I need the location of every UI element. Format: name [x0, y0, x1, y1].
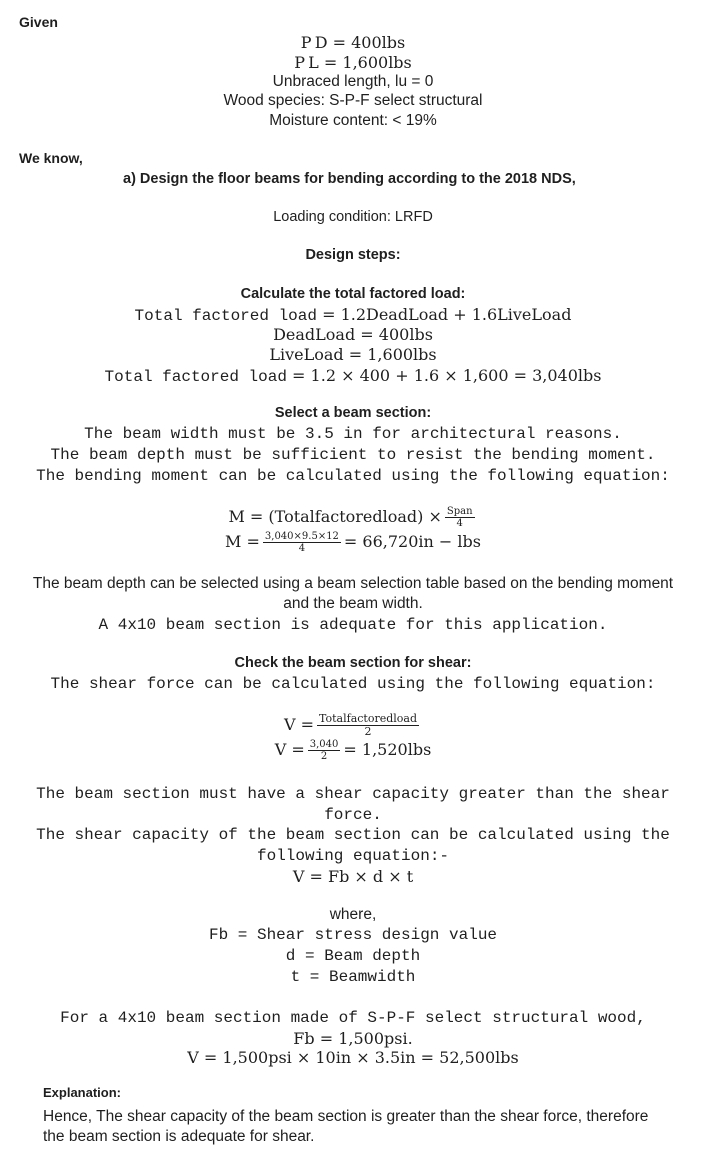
moment-eq-fraction [445, 506, 475, 529]
beam-width-text: The beam width must be 3.5 in for architectural reasons. [84, 425, 622, 443]
factored-eq1 [0, 305, 706, 325]
shear-capacity-line-2: force. [324, 806, 382, 824]
moment-equation [0, 506, 706, 529]
given-pl: P L = 1,600lbs [294, 53, 412, 72]
shear-value-denominator: 2 [320, 751, 328, 762]
factored-eq2-expr: = 1.2 × 400 + 1.6 × 1,600 = 3,040lbs [286, 366, 602, 385]
beam-depth-text: The beam depth must be sufficient to resist the bending moment. [50, 446, 656, 464]
given-pd: P D = 400lbs [300, 33, 406, 52]
shear-heading: Check the beam section for shear: [234, 655, 472, 671]
live-load: LiveLoad = 1,600lbs [269, 345, 437, 364]
shear-value-right: = 1,520lbs [343, 740, 432, 759]
given-heading: Given [19, 14, 58, 30]
bending-moment-text: The bending moment can be calculated using the following equation: [36, 467, 670, 485]
beam-adequate-text: A 4x10 beam section is adequate for this application. [98, 616, 608, 634]
for-beam-line: For a 4x10 beam section made of S-P-F select structural wood, [60, 1009, 646, 1027]
design-steps-heading: Design steps: [305, 247, 401, 263]
moment-value-numerator: 3,040×9.5×12 [264, 531, 339, 542]
beam-section-heading: Select a beam section: [274, 405, 432, 421]
explanation-line-1: Hence, The shear capacity of the beam section is greater than the shear force, therefore [43, 1108, 649, 1125]
explanation-heading: Explanation: [43, 1085, 122, 1100]
moment-eq-denominator: 4 [456, 518, 463, 529]
shear-eq-denominator: 2 [364, 725, 372, 739]
factored-eq2 [0, 366, 706, 386]
beam-depth-selection-2: and the beam width. [283, 595, 423, 612]
moment-value-fraction [263, 531, 341, 554]
shear-capacity-result: V = 1,500psi × 10in × 3.5in = 52,500lbs [187, 1048, 519, 1067]
moment-value-left: M = [225, 532, 260, 551]
fb-value: Fb = 1,500psi. [293, 1029, 413, 1048]
moment-value-denominator: 4 [298, 543, 306, 554]
shear-intro: The shear force can be calculated using the following equation: [50, 675, 656, 693]
d-definition: d = Beam depth [285, 947, 421, 965]
given-moisture: Moisture content: < 19% [269, 112, 437, 129]
shear-eq-fraction [317, 713, 419, 738]
t-definition: t = Beamwidth [290, 968, 416, 986]
explanation-line-2: the beam section is adequate for shear. [43, 1128, 315, 1145]
shear-value-left: V = [274, 740, 305, 759]
part-a-heading: a) Design the floor beams for bending according to the 2018 NDS, [123, 171, 576, 187]
factored-eq1-label: Total factored load [134, 307, 317, 325]
moment-value-right: = 66,720in − lbs [343, 532, 481, 551]
moment-eq-left: M = (Totalfactoredload) × [228, 507, 442, 526]
shear-value-equation [0, 739, 706, 762]
moment-eq-numerator: Span [446, 506, 473, 517]
shear-eq-left: V = [283, 715, 315, 735]
given-unbraced: Unbraced length, lu = 0 [272, 73, 434, 90]
loading-condition: Loading condition: LRFD [273, 209, 433, 225]
shear-value-fraction [308, 739, 341, 762]
beam-depth-selection-1: The beam depth can be selected using a beam selection table based on the bending moment [32, 575, 674, 592]
dead-load: DeadLoad = 400lbs [273, 325, 433, 344]
factored-load-heading: Calculate the total factored load: [240, 286, 466, 302]
shear-capacity-equation: V = Fb × d × t [292, 867, 414, 886]
shear-capacity-line-4: following equation:- [256, 847, 450, 865]
shear-capacity-line-1: The beam section must have a shear capacity greater than the shear [36, 785, 670, 803]
shear-eq-numerator: Totalfactoredload [319, 712, 418, 725]
fb-definition: Fb = Shear stress design value [208, 926, 498, 944]
factored-eq2-label: Total factored load [104, 368, 287, 386]
shear-equation [0, 713, 706, 738]
factored-eq1-expr: = 1.2DeadLoad + 1.6LiveLoad [316, 305, 572, 324]
shear-capacity-line-3: The shear capacity of the beam section can be calculated using the [36, 826, 670, 844]
moment-value-equation [0, 531, 706, 554]
shear-value-numerator: 3,040 [309, 739, 339, 750]
we-know-heading: We know, [19, 150, 83, 166]
given-species: Wood species: S-P-F select structural [223, 92, 483, 109]
where-label: where, [329, 906, 377, 923]
